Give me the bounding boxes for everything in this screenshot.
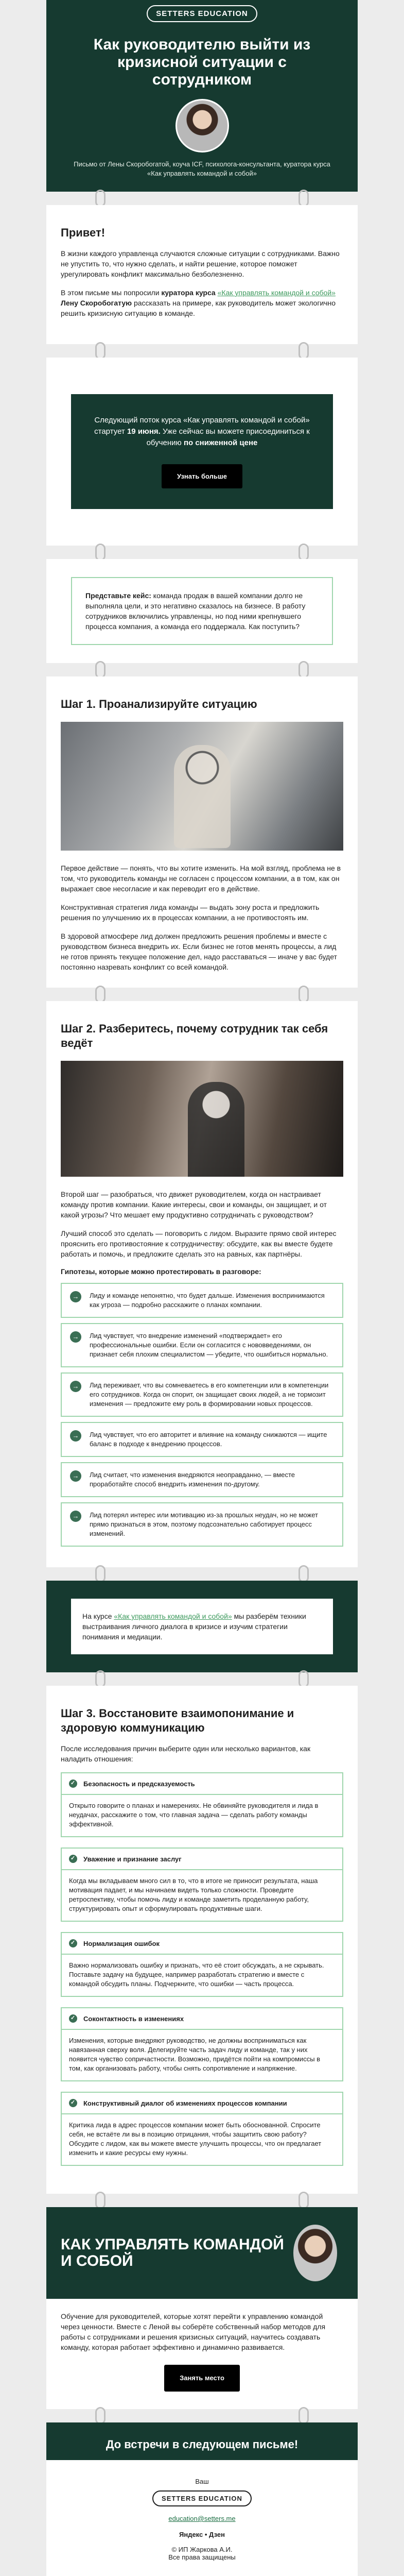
hypothesis-item — [61, 1462, 343, 1497]
footer-yours: Ваш — [195, 2478, 209, 2485]
header-card — [46, 0, 358, 192]
hypotheses-list — [61, 1283, 343, 1547]
book-seat-button[interactable]: Занять место — [164, 2365, 240, 2392]
course-link[interactable]: «Как управлять командой и собой» — [217, 289, 336, 297]
page-title: Как руководителю выйти из кризисной ситуации с сотрудником — [93, 36, 311, 88]
case-card — [46, 559, 358, 663]
arrow-icon: → — [70, 1331, 81, 1343]
option-block — [61, 1772, 343, 1837]
option-text: Критика лида в адрес процессов компании может быть обоснованной. Спросите себя, не встаёте ли вы в позицию отрицания, чтобы защитить свою работу? Обсудите с лидом, как вы можете вместе улучшить процессы, что он предлагает изменить и какие ресурсы ему нужны. — [69, 2121, 322, 2157]
footer-social-links[interactable]: Яндекс • Дзен — [179, 2531, 225, 2538]
arrow-icon: → — [70, 1511, 81, 1522]
greeting: Привет! — [61, 226, 106, 239]
option-title: Соконтактность в изменениях — [83, 2014, 184, 2023]
hypothesis-text: Лид потерял интерес или мотивацию из-за прошлых неудач, но не может прямо признаться в этом, поэтому подсознательно саботирует процесс изменений. — [90, 1511, 318, 1537]
course-info-box — [71, 1599, 333, 1654]
option-block — [61, 2007, 343, 2081]
intro-text-1: В жизни каждого управленца случаются сложные ситуации с сотрудниками. Важно не упустить то, что нужно сделать, и найти решение, которое поможет урегулировать конфликт максимально безболезненно. — [61, 249, 340, 278]
course-info-card — [46, 1581, 358, 1672]
author-avatar — [175, 99, 229, 152]
case-box — [71, 577, 333, 645]
course-body — [46, 2299, 358, 2409]
option-text: Важно нормализовать ошибку и признать, что её стоит обсуждать, а не скрывать. Поставьте задачу на будущее, например разработать стратегию и вместе с командой обсудить планы. Подчеркните, что ошибки — часть процесса. — [69, 1961, 324, 1988]
option-title: Уважение и признание заслуг — [83, 1855, 182, 1863]
divider — [46, 988, 358, 1001]
hypothesis-item — [61, 1502, 343, 1547]
promo-box — [71, 394, 333, 509]
case-text: команда продаж в вашей компании долго не выполняла цели, и это негативно сказалось на бизнесе. В работу сотрудников включились управленцы, но под ними крепнувшего процесса компания, а команда его поддержала. Как поступить? — [85, 591, 306, 631]
hypothesis-text: Лиду и команде непонятно, что будет дальше. Изменения воспринимаются как угроза — подробно расскажите о планах компании. — [90, 1292, 325, 1309]
step1-text-2: Конструктивная стратегия лида команды — выдать зону роста и предложить решения по улучшению их в процессах компании, а не противостоять им. — [61, 903, 320, 922]
option-block — [61, 1848, 343, 1922]
divider — [46, 2194, 358, 2207]
hypothesis-text: Лид чувствует, что его авторитет и влияние на команду снижаются — ищите баланс в подходе к внедрению процессов. — [90, 1431, 327, 1448]
footer-copyright: © ИП Жаркова А.И. — [171, 2546, 233, 2553]
hypothesis-item — [61, 1283, 343, 1318]
step1-photo — [61, 722, 343, 851]
step2-title: Шаг 2. Разберитесь, почему сотрудник так себя ведёт — [61, 1022, 328, 1049]
hypothesis-item — [61, 1323, 343, 1367]
check-icon — [69, 1855, 77, 1863]
brand-bar — [46, 0, 358, 27]
promo-text-a: Следующий поток курса «Как управлять командой и собой» стартует — [94, 416, 310, 436]
promo-date: 19 июня. — [127, 427, 161, 436]
option-text: Открыто говорите о планах и намерениях. Не обвиняйте руководителя и лида в неудачах, расскажите о том, что главная задача — сделать работу команды эффективной. — [69, 1802, 319, 1828]
arrow-icon: → — [70, 1291, 81, 1302]
step2-photo — [61, 1061, 343, 1177]
check-icon — [69, 1939, 77, 1947]
footer — [46, 2460, 358, 2576]
intro-suffix: рассказать на примере, как руководитель может экологично решить кризисную ситуацию в команде. — [61, 299, 336, 317]
curator-name: Лену Скоробогатую — [61, 299, 132, 307]
step2-text-2: Лучший способ это сделать — поговорить с лидом. Выразите прямо свой интерес прояснить его противостояние к сотрудничеству: обсудите, как вы вместе будете работать и помочь, и предложите сделать это на равных, как партнёры. — [61, 1229, 337, 1258]
divider — [46, 344, 358, 358]
divider — [46, 1672, 358, 1686]
arrow-icon: → — [70, 1470, 81, 1482]
footer-headline-card — [46, 2422, 358, 2460]
option-text: Когда мы вкладываем много сил в то, что в итоге не приносит результата, наша мотивация падает, и мы начинаем видеть только сложности. Проведите ретроспективу, чтобы помочь лиду и команде заметить проделанную работу, структурировать опыт и сформулировать продуктивные шаги. — [69, 1877, 318, 1912]
option-title: Безопасность и предсказуемость — [83, 1780, 195, 1788]
divider — [46, 663, 358, 676]
brand-logo[interactable]: SETTERS EDUCATION — [147, 5, 257, 22]
intro-card — [46, 205, 358, 344]
option-title: Конструктивный диалог об изменениях процессов компании — [83, 2099, 287, 2107]
option-block — [61, 2092, 343, 2166]
course-title: КАК УПРАВЛЯТЬ КОМАНДОЙ И СОБОЙ — [61, 2236, 284, 2269]
step2-card — [46, 1001, 358, 1567]
course-info-link[interactable]: «Как управлять командой и собой» — [114, 1612, 232, 1620]
footer-email-link[interactable]: education@setters.me — [168, 2515, 236, 2522]
step1-title: Шаг 1. Проанализируйте ситуацию — [61, 698, 257, 710]
step3-title: Шаг 3. Восстановите взаимопонимание и здоровую коммуникацию — [61, 1707, 294, 1734]
footer-headline: До встречи в следующем письме! — [106, 2438, 298, 2451]
divider — [46, 192, 358, 205]
divider — [46, 2409, 358, 2422]
learn-more-button[interactable]: Узнать больше — [162, 464, 242, 488]
course-description: Обучение для руководителей, которые хотят перейти к управлению командой через ценности. Вместе с Леной вы соберёте собственный набор методов для работы с сотрудниками и решения кризисных ситуаций, научитесь создавать команду, которая работает эффективно и динамично развивается. — [61, 2312, 326, 2351]
arrow-icon: → — [70, 1430, 81, 1442]
footer-rights: Все права защищены — [168, 2553, 236, 2561]
step3-card — [46, 1686, 358, 2194]
option-text: Изменения, которые внедряют руководство, не должны восприниматься как навязанная сверху воля. Делегируйте часть задач лиду и команде, так у них появится чувство сопричастности. Возможно, придётся пойти на компромиссы в том, как организовать работу, чтобы снять сопротивление и напряжение. — [69, 2037, 321, 2072]
hypotheses-title: Гипотезы, которые можно протестировать в разговоре: — [61, 1267, 261, 1276]
case-label: Представьте кейс: — [85, 591, 151, 600]
step1-text-1: Первое действие — понять, что вы хотите изменить. На мой взгляд, проблема не в том, что руководитель команды не согласен с процессом компании, а в том, как он выражает свое несогласие и как переводит его в действие. — [61, 864, 341, 893]
divider — [46, 546, 358, 559]
hypothesis-item — [61, 1372, 343, 1417]
step2-text-1: Второй шаг — разобраться, что движет руководителем, когда он настраивает команду против компании. Какие интересы, свои и команды, он защищает, и от какой угрозы? Что мешает ему продуктивно сотрудничать с руководством? — [61, 1190, 327, 1219]
option-block — [61, 1932, 343, 1997]
promo-price: по сниженной цене — [183, 438, 258, 447]
promo-text-b: Уже сейчас вы можете присоединиться к обучению — [146, 427, 310, 447]
intro-text-2 — [61, 287, 343, 318]
hero — [46, 27, 358, 192]
divider — [46, 1567, 358, 1581]
check-icon — [69, 1780, 77, 1788]
promo-text — [86, 415, 318, 449]
option-title: Нормализация ошибок — [83, 1939, 160, 1947]
course-info-prefix: На курсе — [82, 1612, 112, 1620]
curator-avatar — [293, 2225, 337, 2281]
promo-card — [46, 358, 358, 546]
email-wrapper — [46, 0, 358, 2576]
hypothesis-text: Лид переживает, что вы сомневаетесь в его компетенции или в компетенции его сотрудников. Когда он спорит, он защищает своих людей, а не тормозит изменения — предложите ему роль в формировании новых процессов. — [90, 1381, 329, 1408]
author-description: Письмо от Лены Скоробогатой, коуча ICF, психолога-консультанта, куратора курса «Как управлять командой и собой» — [74, 160, 330, 177]
hypothesis-item — [61, 1422, 343, 1457]
check-icon — [69, 2014, 77, 2023]
hypothesis-text: Лид считает, что изменения внедряются неоправданно, — вместе проработайте способ внедрить изменения по-другому. — [90, 1471, 295, 1488]
course-head — [46, 2207, 358, 2299]
hypothesis-text: Лид чувствует, что внедрение изменений «подтверждает» его профессиональные ошибки. Если он согласится с нововведениями, он признает себя плохим специалистом — убедите, что ошибиться нормально. — [90, 1332, 328, 1358]
course-info-suffix: мы разберём техники выстраивания личного диалога в кризисе и изучим стратегии понимания и медиации. — [82, 1612, 306, 1641]
step1-text-3: В здоровой атмосфере лид должен предложить решения проблемы и вместе с руководством бизнеса внедрить их. Если бизнес не готов менять процессы, а лид не готов принять текущее положение дел, надо расставаться — иначе у вас будет постоянно назревать конфликт со всей командой. — [61, 932, 337, 971]
step1-card — [46, 676, 358, 988]
footer-brand-logo[interactable]: SETTERS EDUCATION — [152, 2490, 252, 2506]
intro-prefix: В этом письме мы попросили — [61, 289, 160, 297]
step3-intro: После исследования причин выберите один или несколько вариантов, как наладить отношения: — [61, 1744, 311, 1763]
check-icon — [69, 2099, 77, 2107]
arrow-icon: → — [70, 1381, 81, 1392]
course-card — [46, 2207, 358, 2409]
intro-bold: куратора курса — [161, 289, 216, 297]
